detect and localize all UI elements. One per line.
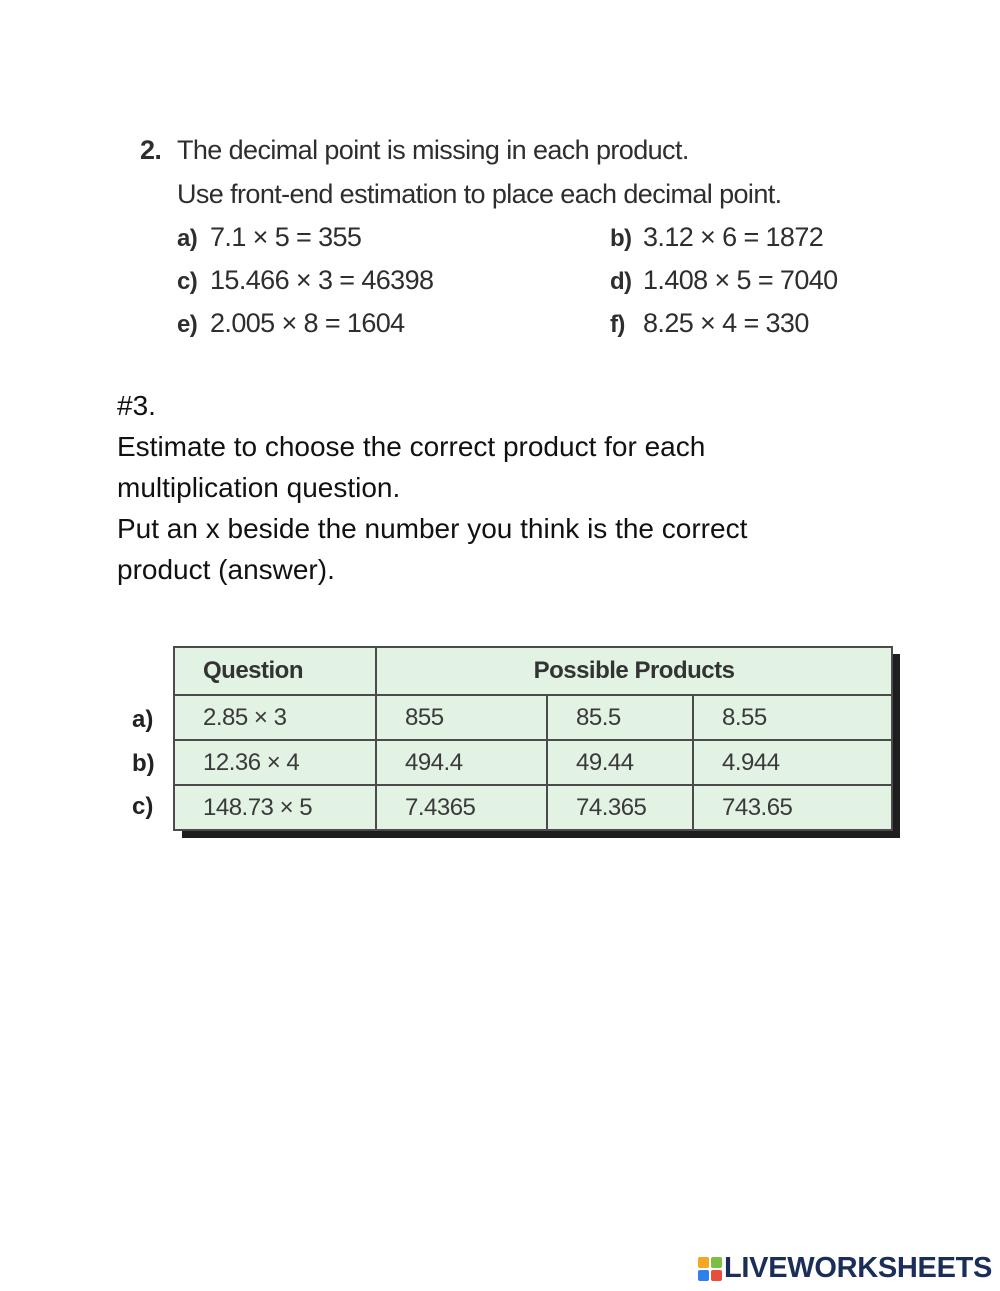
liveworksheets-brand [698, 1252, 992, 1285]
row-label-b: b) [132, 750, 155, 777]
table-row [174, 695, 892, 740]
equation-f [610, 302, 809, 346]
table-header-row [174, 647, 892, 695]
equation-label: f) [610, 311, 625, 338]
product-option[interactable]: 49.44 [547, 740, 693, 785]
equation-text: 15.466 × 3 = 46398 [210, 265, 434, 295]
equation-a [177, 216, 361, 260]
equation-row [140, 302, 880, 345]
product-option[interactable]: 85.5 [547, 695, 693, 740]
possible-products-table-wrap [130, 646, 900, 838]
product-option[interactable]: 4.944 [693, 740, 892, 785]
equation-text: 1.408 × 5 = 7040 [643, 265, 838, 295]
question-cell: 12.36 × 4 [174, 740, 376, 785]
table-row [174, 785, 892, 830]
problem-2 [140, 128, 880, 345]
header-possible-products: Possible Products [376, 647, 892, 695]
problem-3-heading: #3. [117, 390, 156, 421]
equation-d [610, 259, 838, 303]
problem-2-statement: The decimal point is missing in each product. [177, 135, 689, 165]
product-option[interactable]: 743.65 [693, 785, 892, 830]
question-cell: 148.73 × 5 [174, 785, 376, 830]
equation-e [177, 302, 405, 346]
problem-3-line: multiplication question. [117, 472, 401, 503]
equation-row [140, 216, 880, 259]
equation-c [177, 259, 433, 303]
logo-square [711, 1257, 722, 1268]
problem-2-number: 2. [140, 135, 162, 165]
product-option[interactable]: 8.55 [693, 695, 892, 740]
logo-square [698, 1257, 709, 1268]
product-option[interactable]: 494.4 [376, 740, 547, 785]
equation-text: 2.005 × 8 = 1604 [210, 308, 405, 338]
equation-label: b) [610, 225, 632, 252]
table-row [174, 740, 892, 785]
product-option[interactable]: 74.365 [547, 785, 693, 830]
product-option[interactable]: 7.4365 [376, 785, 547, 830]
problem-2-instruction: Use front-end estimation to place each decimal point. [177, 179, 782, 209]
header-question: Question [174, 647, 376, 695]
possible-products-table [173, 646, 893, 831]
product-option[interactable]: 855 [376, 695, 547, 740]
brand-name: LIVEWORKSHEETS [724, 1252, 993, 1284]
problem-2-line-1 [140, 128, 880, 172]
equation-text: 8.25 × 4 = 330 [643, 308, 809, 338]
problem-3-line: Put an x beside the number you think is the correct [117, 513, 748, 544]
logo-square [698, 1270, 709, 1281]
equation-text: 3.12 × 6 = 1872 [643, 222, 824, 252]
equation-label: a) [177, 225, 198, 252]
equation-text: 7.1 × 5 = 355 [210, 222, 362, 252]
equation-label: d) [610, 268, 632, 295]
row-label-a: a) [132, 706, 154, 733]
problem-3-line: product (answer). [117, 554, 335, 585]
equation-label: e) [177, 311, 198, 338]
row-label-c: c) [132, 793, 154, 820]
question-cell: 2.85 × 3 [174, 695, 376, 740]
equation-row [140, 259, 880, 302]
problem-3-line: Estimate to choose the correct product for each [117, 431, 706, 462]
problem-3 [117, 385, 877, 590]
equation-label: c) [177, 268, 198, 295]
liveworksheets-logo-icon [698, 1257, 722, 1281]
equation-b [610, 216, 823, 260]
logo-square [711, 1270, 722, 1281]
